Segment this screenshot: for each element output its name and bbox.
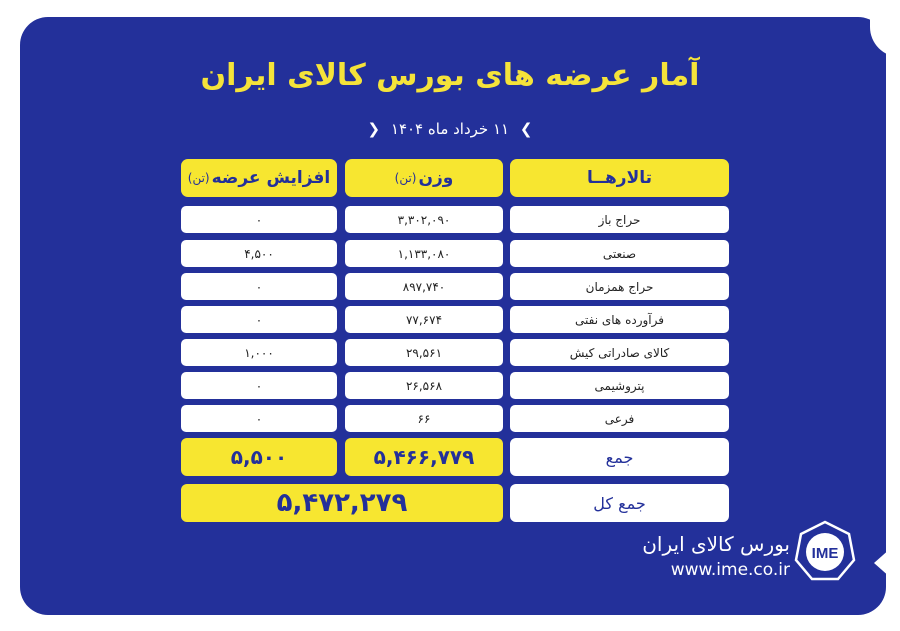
- header-hall: [510, 159, 729, 197]
- total-value: ۵,۴۷۲,۲۷۹: [181, 484, 503, 522]
- bracket-open: ❯: [519, 120, 533, 138]
- row-increase: ۰: [181, 273, 337, 300]
- row-weight: ۷۷,۶۷۴: [345, 306, 503, 333]
- page-title: آمار عرضه های بورس کالای ایران: [200, 58, 700, 93]
- row-hall: حراج همزمان: [510, 273, 729, 300]
- row-increase: ۰: [181, 372, 337, 399]
- row-hall: فرآورده های نفتی: [510, 306, 729, 333]
- header-increase-unit: (تن): [187, 171, 210, 185]
- row-weight: ۱,۱۳۳,۰۸۰: [345, 240, 503, 267]
- row-hall: حراج باز: [510, 206, 729, 233]
- row-weight: ۲۶,۵۶۸: [345, 372, 503, 399]
- row-increase: ۰: [181, 405, 337, 432]
- sum-increase: ۵,۵۰۰: [181, 438, 337, 476]
- header-increase-label: افزایش عرضه: [211, 168, 331, 188]
- row-increase: ۴,۵۰۰: [181, 240, 337, 267]
- row-weight: ۳,۳۰۲,۰۹۰: [345, 206, 503, 233]
- brand-block: [620, 530, 790, 582]
- row-weight: ۸۹۷,۷۴۰: [345, 273, 503, 300]
- brand-url[interactable]: www.ime.co.ir: [670, 560, 790, 580]
- row-hall: صنعتی: [510, 240, 729, 267]
- row-hall: کالای صادراتی کیش: [510, 339, 729, 366]
- header-weight-label: وزن: [418, 168, 454, 188]
- header-increase: [181, 159, 337, 197]
- brand-name: بورس کالای ایران: [642, 532, 790, 556]
- date-text: ۱۱ خرداد ماه ۱۴۰۴: [390, 120, 510, 138]
- row-increase: ۰: [181, 306, 337, 333]
- row-increase: ۱,۰۰۰: [181, 339, 337, 366]
- row-hall: فرعی: [510, 405, 729, 432]
- row-hall: پتروشیمی: [510, 372, 729, 399]
- row-weight: ۲۹,۵۶۱: [345, 339, 503, 366]
- sum-weight: ۵,۴۶۶,۷۷۹: [345, 438, 503, 476]
- logo-text: IME: [811, 545, 839, 562]
- header-weight-unit: (تن): [394, 171, 417, 185]
- bracket-close: ❮: [367, 120, 381, 138]
- ime-logo-icon: [794, 520, 856, 582]
- row-increase: ۰: [181, 206, 337, 233]
- total-label: جمع کل: [510, 484, 729, 522]
- row-weight: ۶۶: [345, 405, 503, 432]
- header-hall-label: تالارهــا: [587, 168, 653, 188]
- date-line: [0, 120, 900, 138]
- header-weight: [345, 159, 503, 197]
- sum-label: جمع: [510, 438, 729, 476]
